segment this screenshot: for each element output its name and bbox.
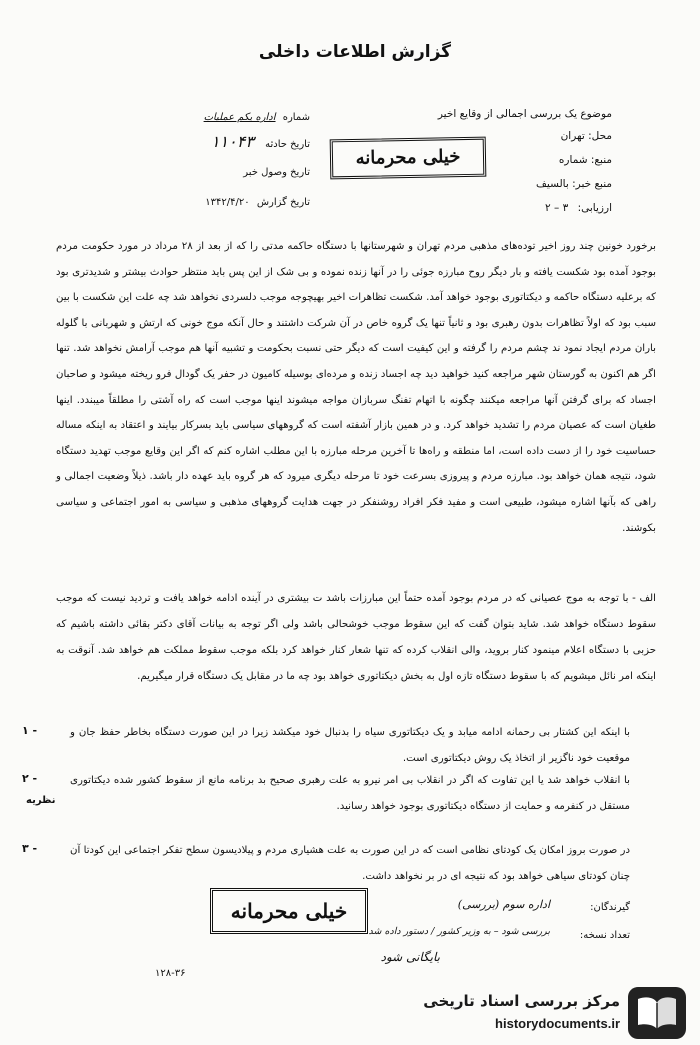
subject-line: موضوع یک بررسی اجمالی از وقایع اخیر <box>437 108 612 120</box>
item-2-number: ۲ - <box>22 772 38 785</box>
doc-code: ۱۲۸-۳۶ <box>155 968 186 979</box>
location-line: محل: تهران <box>560 130 612 142</box>
number-label: شماره <box>282 112 310 123</box>
confidential-stamp: خیلی محرمانه <box>330 137 487 180</box>
incident-date-label: تاریخ حادثه <box>265 139 310 150</box>
signature: بایگانی شود <box>380 950 440 964</box>
receipt-date-label: تاریخ وصول خبر <box>243 167 310 178</box>
report-date-value: ۱۳۴۲/۴/۲۰ <box>205 197 250 208</box>
item-a: الف - با توجه به موج عصیانی که در مردم بوجود آمده حتماً این مبارزات باشد ت بیشتری در آینده ادامه خواهد یافت و تردید نیست که موجب سقوط دستگاه خواهد شد. شاید بتوان گفت که این سقوط موجب خوشحالی باشد ولی اگر توجه به بیانات آقای دکتر بقائی داشته باشیم که حزبی با دستگاه اعلام مینمود کنار بروید، والی انقلاب کرده که تنها شعار کنار خواهد کرد بلکه موجب سقوط مملکت هم خواهد شد. آنوقت به اینکه امر نائل میشویم که با سقوط دستگاه تازه اول به بخش دیکتاتوری خواهد بود چه ما در مقابل یک دستگاه قرار میگیریم. <box>56 593 656 682</box>
header-left <box>150 112 310 222</box>
watermark-title: مرکز بررسی اسناد تاریخی <box>423 992 620 1010</box>
item-2: با انقلاب خواهد شد یا این تفاوت که اگر در انقلاب بی امر نیرو به علت رهبری صحیح بد برنامه مانع از سقوط کشور شده دیکتاتوری مستقل در کنفرمه و حمایت از دستگاه دیکتاتوری بوجود خواهد رسانید. <box>70 775 630 812</box>
source-number-line: منبع: شماره <box>558 154 612 166</box>
margin-note: نظریه <box>26 795 56 806</box>
archive-logo <box>626 985 688 1041</box>
item-3: در صورت بروز امکان یک کودتای نظامی است که در این صورت به علت هشیاری مردم و پیلادیسون سطح تفکر اجتماعی این کودتا آن چنان کودتای سیاهی خواهد بود که نتیجه ای در بر نخواهد داشت. <box>70 845 630 882</box>
footer-stamp: خیلی محرمانه <box>210 888 368 934</box>
grade-label: ارزیابی: <box>577 202 612 214</box>
recipients-value: اداره سوم (بررسی) <box>457 898 550 911</box>
item-1: با اینکه این کشتار بی رحمانه ادامه میابد و یک دیکتاتوری سیاه را بدنبال خود میکشد زیرا در این صورت دستگاه بخاطر حفظ جان و موقعیت خود ناگزیر از اتخاذ یک روش دیکتاتوری است. <box>70 727 630 764</box>
recipients-label: گیرندگان: <box>590 902 630 913</box>
body-paragraph: برخورد خونین چند روز اخیر توده‌های مذهبی مردم تهران و شهرستانها با دستگاه حاکمه مدتی را که از بعد از ۲۸ مرداد در مورد حکومت مردم بوجود آمده بود شکست یافته و بار دیگر روح مبارزه جوئی را در آنها زنده نموده و بی شک از این پس باید منتظر حوادث بیشتر و شدیدتری بود که برعلیه دستگاه حاکمه و دیکتاتوری بوجود خواهد آمد. شکست تظاهرات اخیر بهیچوجه موجب دلسردی نخواهد شد چه علت این شکست با بین سبب بود که اولاً تظاهرات بدون رهبری بود و ثانیاً تنها یک گروه خاص در آن شرکت داشتند و حال آنکه موج خونی که ارتش و شهربانی با گلوله باران مردم ایجاد نمود ند چشم مردم را گرفته و این کیفیت است که دیگر حتی نسبت بحکومت و تشبیه آنها هم موجب آرامش نخواهد شد. تنها اگر هم اکنون به گورستان شهر مراجعه کنید خواهید دید چه اجساد زنده و مرده‌ای بوسیله کامیون در حفر یک گودال فرو ریخته میشود و صاحبان اجساد که برای گرفتن آنها مراجعه میکنند چگونه با اتهام تفنگ سربازان مواجه میشوند اینها موجب است که راه آشتی را مطلقاً میبندد. اینها طغیان است که عصیان مردم را تشدید خواهد کرد. و در همین بازار آشفته است که گروههای سیاسی باید بسرکار بیایند و اعتقاد به اینکه مساله حساسیت خود را از دست داده است، اما منطقه و راه‌ها تا آخرین مرحله مبارزه با این مطلب اشاره کنم که اگر این وقایع موجب تهدید دستگاه شود، نتیجه همان خواهد بود. مبارزه مردم و پیروزی بسرعت خود تا مرحله دیگری میرود که هر گروه باید عهده دار باشد. ذیلاً وضعیت اجمالی و راهی که بآنها اشاره میشود، طبیعی است و مفید فکر افراد روشنفکر در جهت هدایت گروههای مذهبی و سیاسی به امور اجتماعی و سیاسی بکوشند. <box>56 241 656 534</box>
footer-note: بررسی شود – به وزیر کشور / دستور داده شد <box>368 926 550 937</box>
copies-label: تعداد نسخه: <box>579 930 630 941</box>
source-line: منبع خبر: بالسیف <box>536 178 612 190</box>
grade-value: ۳ – ۲ <box>545 202 569 214</box>
item-1-number: ۱ - <box>22 724 38 737</box>
department-label: اداره یکم عملیات <box>203 112 276 123</box>
watermark-url: historydocuments.ir <box>495 1016 620 1031</box>
body-text <box>56 234 656 541</box>
book-icon <box>626 985 688 1041</box>
number-value: ۱۱۰۴۳ <box>210 132 254 151</box>
item-3-number: ۳ - <box>22 842 38 855</box>
report-title: گزارش اطلاعات داخلی <box>258 42 452 62</box>
report-date-label: تاریخ گزارش <box>256 197 310 208</box>
